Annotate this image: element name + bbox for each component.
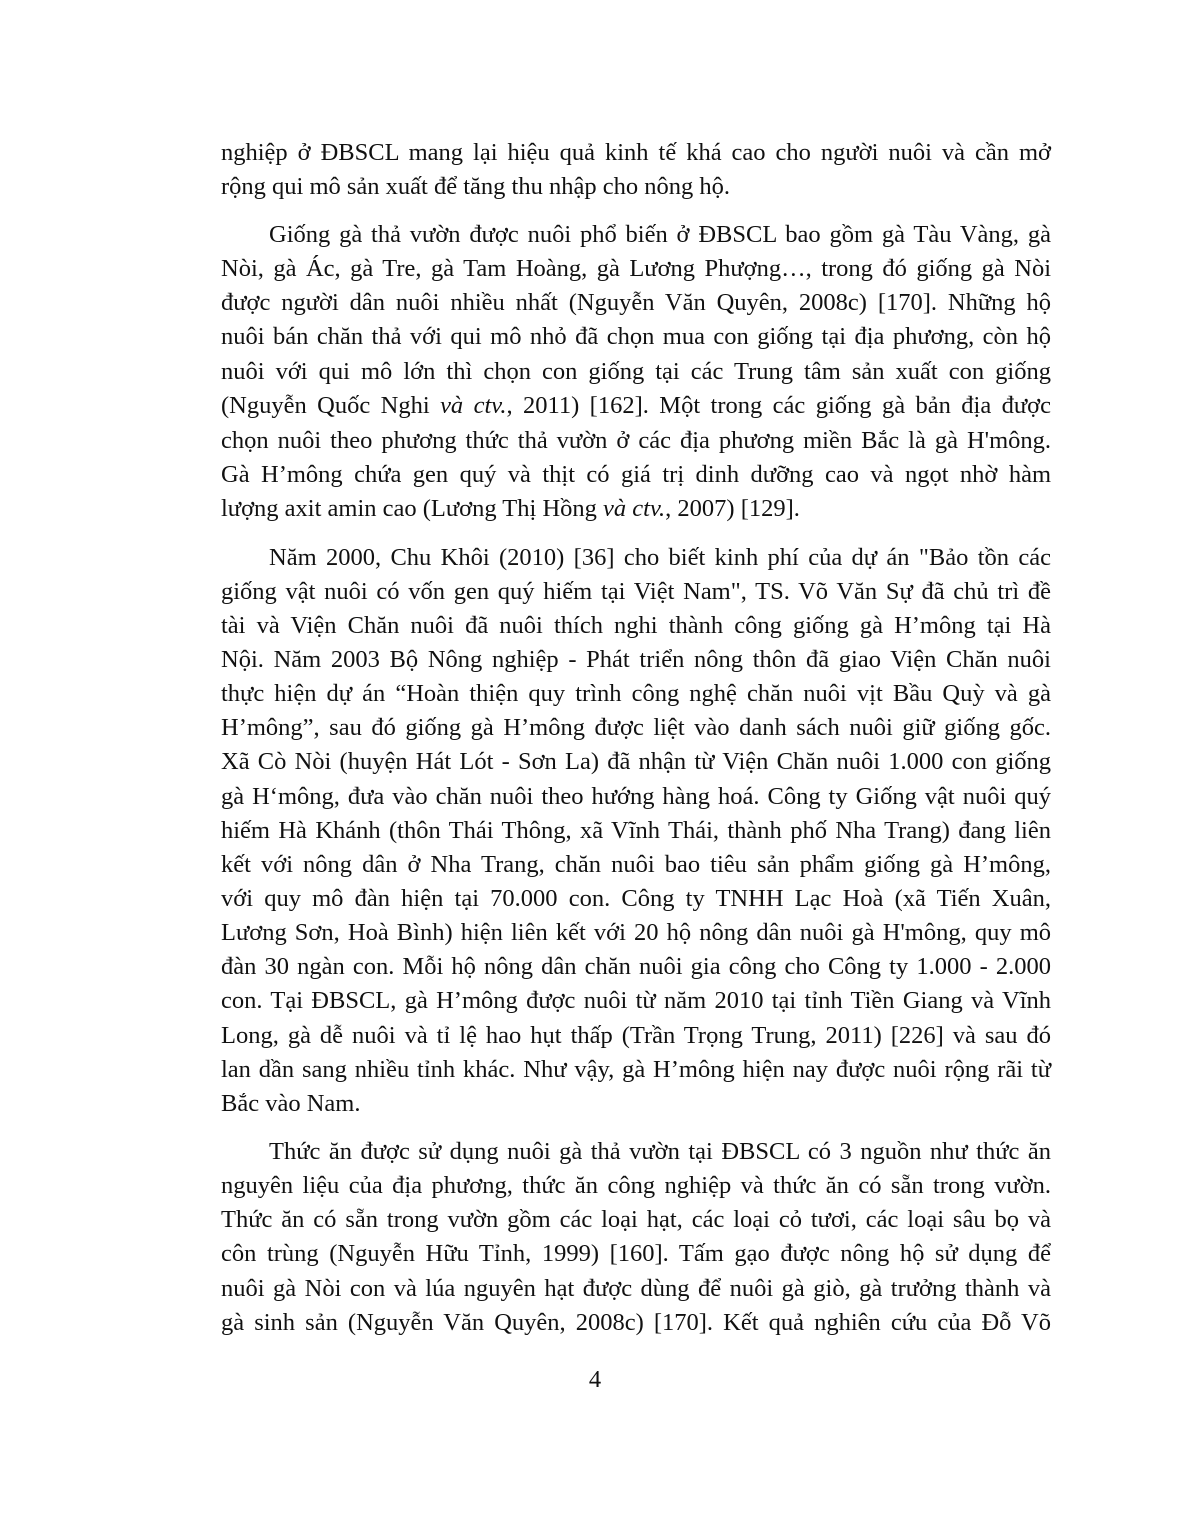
text-line: Xã Cò Nòi (huyện Hát Lót - Sơn La) đã nhận từ Viện Chăn nuôi 1.000 con giống xyxy=(221,748,1051,775)
text-line: gà H‘mông, đưa vào chăn nuôi theo hướng hàng hoá. Công ty Giống vật nuôi quý xyxy=(221,783,1051,810)
text-line: lan dần sang nhiều tỉnh khác. Như vậy, gà H’mông hiện nay được nuôi rộng rãi từ xyxy=(221,1056,1051,1083)
italic-run: và ctv. xyxy=(440,392,507,419)
text-run: , 2007) [129]. xyxy=(665,495,800,522)
text-line: kết với nông dân ở Nha Trang, chăn nuôi bao tiêu sản phẩm giống gà H’mông, xyxy=(221,851,1051,878)
text-line: Bắc vào Nam. xyxy=(221,1090,361,1117)
text-line: được người dân nuôi nhiều nhất (Nguyễn Văn Quyên, 2008c) [170]. Những hộ xyxy=(221,289,1051,316)
text-line: Long, gà dễ nuôi và tỉ lệ hao hụt thấp (Trần Trọng Trung, 2011) [226] và sau đó xyxy=(221,1022,1051,1049)
text-run: , 2011) [162]. Một trong các giống gà bản địa được xyxy=(506,392,1051,419)
text-line: giống vật nuôi có vốn gen quý hiếm tại Việt Nam", TS. Võ Văn Sự đã chủ trì đề xyxy=(221,578,1051,605)
text-line: Thức ăn có sẵn trong vườn gồm các loại hạt, các loại cỏ tươi, các loại sâu bọ và xyxy=(221,1206,1051,1233)
text-line: với quy mô đàn hiện tại 70.000 con. Công ty TNHH Lạc Hoà (xã Tiến Xuân, xyxy=(221,885,1051,912)
text-line: Nòi, gà Ác, gà Tre, gà Tam Hoàng, gà Lương Phượng…, trong đó giống gà Nòi xyxy=(221,255,1051,282)
text-line: H’mông”, sau đó giống gà H’mông được liệt vào danh sách nuôi giữ giống gốc. xyxy=(221,714,1051,741)
text-line: Gà H’mông chứa gen quý và thịt có giá trị dinh dưỡng cao và ngọt nhờ hàm xyxy=(221,461,1051,488)
text-line: gà sinh sản (Nguyễn Văn Quyên, 2008c) [170]. Kết quả nghiên cứu của Đỗ Võ xyxy=(221,1309,1051,1336)
text-line: nuôi gà Nòi con và lúa nguyên hạt được dùng để nuôi gà giò, gà trưởng thành và xyxy=(221,1275,1051,1302)
text-line: nguyên liệu của địa phương, thức ăn công nghiệp và thức ăn có sẵn trong vườn. xyxy=(221,1172,1051,1199)
text-line: nuôi với qui mô lớn thì chọn con giống tại các Trung tâm sản xuất con giống xyxy=(221,358,1051,385)
text-line: nuôi bán chăn thả với qui mô nhỏ đã chọn mua con giống tại địa phương, còn hộ xyxy=(221,323,1051,350)
text-run: (Nguyễn Quốc Nghi xyxy=(221,392,441,419)
text-line: Nội. Năm 2003 Bộ Nông nghiệp - Phát triển nông thôn đã giao Viện Chăn nuôi xyxy=(221,646,1051,673)
text-line: chọn nuôi theo phương thức thả vườn ở các địa phương miền Bắc là gà H'mông. xyxy=(221,427,1051,454)
text-line: côn trùng (Nguyễn Hữu Tỉnh, 1999) [160]. Tấm gạo được nông hộ sử dụng để xyxy=(221,1240,1051,1267)
text-line: tài và Viện Chăn nuôi đã nuôi thích nghi thành công giống gà H’mông tại Hà xyxy=(221,612,1051,639)
text-run: lượng axit amin cao (Lương Thị Hồng xyxy=(221,495,604,522)
text-line: nghiệp ở ĐBSCL mang lại hiệu quả kinh tế khá cao cho người nuôi và cần mở xyxy=(221,139,1051,166)
text-line xyxy=(221,391,1051,421)
text-line: thực hiện dự án “Hoàn thiện quy trình công nghệ chăn nuôi vịt Bầu Quỳ và gà xyxy=(221,680,1051,707)
text-line: đàn 30 ngàn con. Mỗi hộ nông dân chăn nuôi gia công cho Công ty 1.000 - 2.000 xyxy=(221,953,1051,980)
text-line: Lương Sơn, Hoà Bình) hiện liên kết với 20 hộ nông dân nuôi gà H'mông, quy mô xyxy=(221,919,1051,946)
text-line: rộng qui mô sản xuất để tăng thu nhập cho nông hộ. xyxy=(221,173,730,200)
page-number: 4 xyxy=(588,1366,602,1393)
text-line: Thức ăn được sử dụng nuôi gà thả vườn tại ĐBSCL có 3 nguồn như thức ăn xyxy=(269,1138,1051,1165)
text-line: hiếm Hà Khánh (thôn Thái Thông, xã Vĩnh Thái, thành phố Nha Trang) đang liên xyxy=(221,817,1051,844)
text-line: con. Tại ĐBSCL, gà H’mông được nuôi từ năm 2010 tại tỉnh Tiền Giang và Vĩnh xyxy=(221,987,1051,1014)
text-line: Năm 2000, Chu Khôi (2010) [36] cho biết kinh phí của dự án "Bảo tồn các xyxy=(269,544,1051,571)
text-line xyxy=(221,494,1051,524)
italic-run: và ctv. xyxy=(603,495,666,522)
text-line: Giống gà thả vườn được nuôi phổ biến ở ĐBSCL bao gồm gà Tàu Vàng, gà xyxy=(269,221,1051,248)
